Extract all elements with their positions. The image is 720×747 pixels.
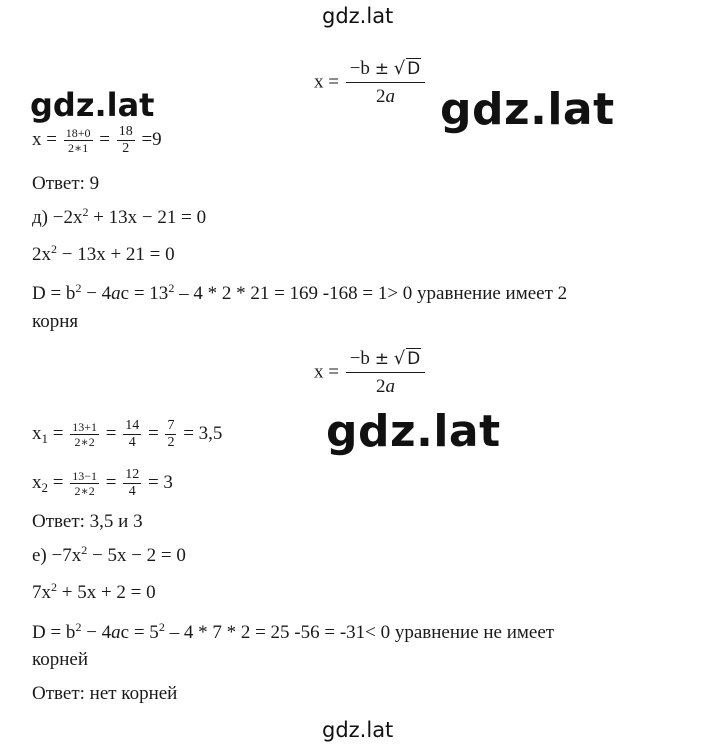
discriminant-d-cont: корня xyxy=(32,311,79,332)
fraction: $\frac{18}{2}$ xyxy=(118,124,133,156)
watermark-bottom: gdz.lat xyxy=(322,718,394,742)
watermark-middle: gdz.lat xyxy=(326,406,501,457)
answer-line-2: Ответ: 3,5 и 3 xyxy=(32,511,143,532)
sqrt-symbol: √ xyxy=(393,348,406,369)
fraction: $\frac{14}{4}$ xyxy=(125,418,140,450)
root-x2: $x_2$ = $\frac{13-1}{2∗2}$ = $\frac{12}{4}$ = 3 xyxy=(32,467,173,499)
fraction: $\frac{7}{2}$ xyxy=(167,418,175,450)
fraction: $\frac{18+0}{2∗1}$ xyxy=(65,126,91,155)
equation-d-normalized: $2x^2 - 13x + 21 = 0$ xyxy=(32,242,175,265)
discriminant-d: $D = b^2 - 4ac = 13^2 - 4 * 2 * 21 = 169$ -168 = 1> 0 уравнение имеет 2 xyxy=(32,281,568,304)
discriminant-e-cont: корней xyxy=(32,649,89,670)
formula-fraction: $\frac{-b \pm √ D}{2a}$ xyxy=(346,58,426,108)
root-x1: $x_1$ = $\frac{13+1}{2∗2}$ = $\frac{14}{4}$ = $\frac{7}{2}$ = 3,5 xyxy=(32,418,223,450)
sqrt-symbol: √ xyxy=(393,58,406,79)
equation-e-normalized: $7x^2 + 5x + 2 = 0$ xyxy=(32,580,156,603)
formula-fraction: $\frac{-b \pm √ D}{2a}$ xyxy=(346,348,426,398)
solution-line-1: x = $\frac{18+0}{2∗1}$ = $\frac{18}{2}$ =9 xyxy=(32,124,162,156)
answer-line-3: Ответ: нет корней xyxy=(32,683,178,704)
watermark-top: gdz.lat xyxy=(322,4,394,28)
equation-e: $е) -7x^2 - 5x - 2 = 0$ xyxy=(32,543,186,566)
fraction: $\frac{13+1}{2∗2}$ xyxy=(72,420,97,449)
formula-lhs: x = xyxy=(314,71,339,93)
equation-d: $д) -2x^2 + 13x - 21 = 0$ xyxy=(32,205,207,228)
answer-line-1: Ответ: 9 xyxy=(32,173,100,194)
fraction: $\frac{13-1}{2∗2}$ xyxy=(72,469,97,498)
quadratic-formula-top xyxy=(314,58,427,108)
watermark-right: gdz.lat xyxy=(440,84,615,135)
watermark-left: gdz.lat xyxy=(30,86,155,124)
fraction: $\frac{12}{4}$ xyxy=(125,467,140,499)
discriminant-e: $D = b^2 - 4ac = 5^2 - 4 * 7 * 2 = 25$ -56 = -31< 0 уравнение не имеет xyxy=(32,620,555,643)
quadratic-formula-middle: x = $\frac{-b \pm √ D}{2a}$ xyxy=(314,348,427,398)
